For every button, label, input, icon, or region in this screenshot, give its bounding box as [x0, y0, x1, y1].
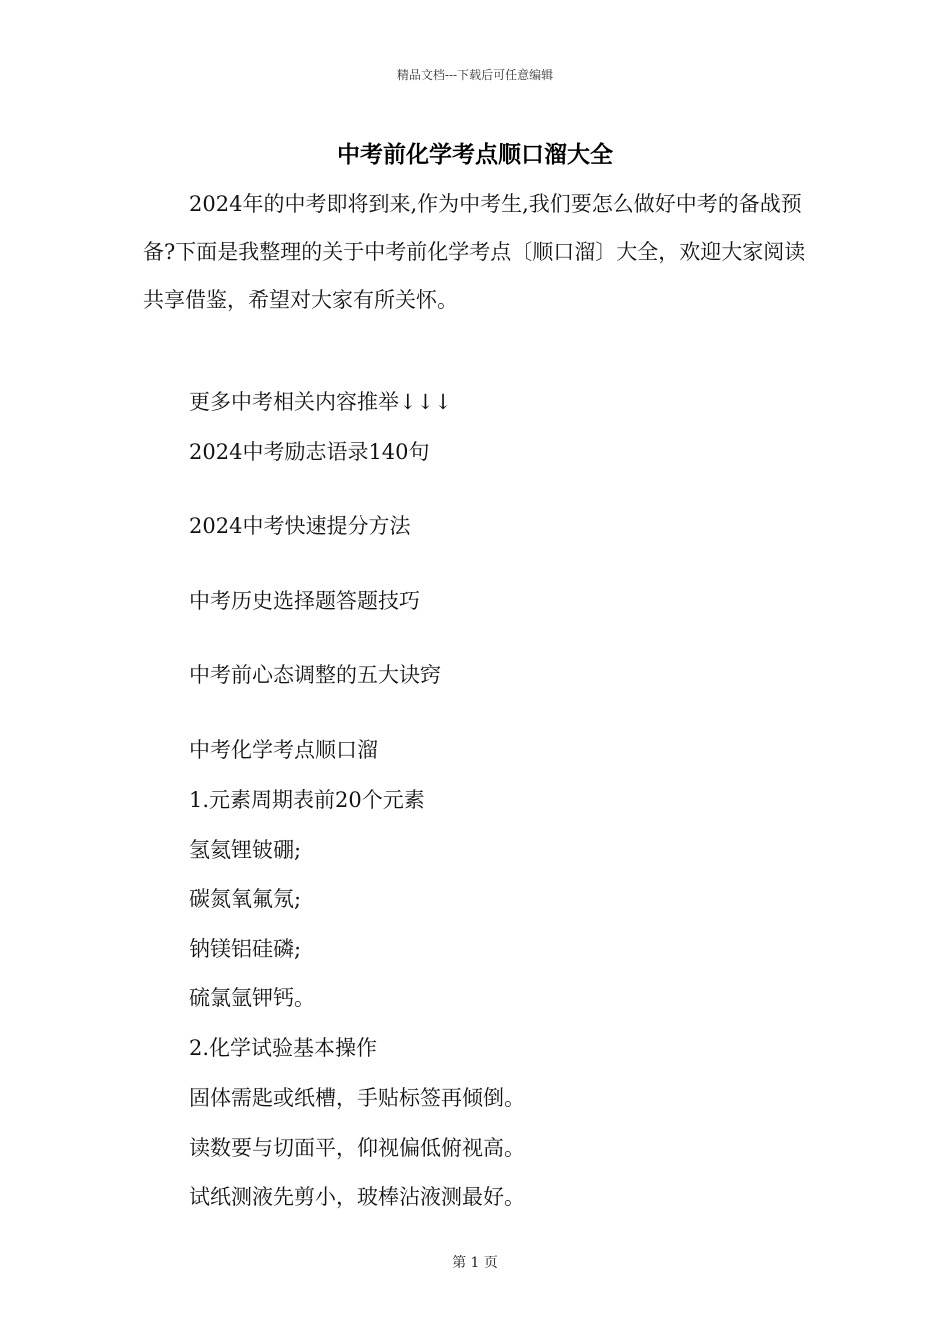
- related-link[interactable]: 2024中考励志语录140句: [189, 440, 430, 464]
- part2-line: 试纸测液先剪小，玻棒沾液测最好。: [189, 1185, 525, 1209]
- part1-line: 碳氮氧氟氖;: [189, 887, 302, 911]
- header-note: 精品文档---下载后可任意编辑: [396, 68, 554, 82]
- related-heading: 更多中考相关内容推举↓↓↓: [189, 390, 452, 414]
- part1-line: 钠镁铝硅磷;: [189, 937, 302, 961]
- intro-paragraph: 2024年的中考即将到来,作为中考生,我们要怎么做好中考的备战预备?下面是我整理的关于中考前化学考点〔顺口溜〕大全，欢迎大家阅读共享借鉴，希望对大家有所关怀。: [143, 192, 806, 312]
- part2-line: 读数要与切面平，仰视偏低俯视高。: [189, 1136, 525, 1160]
- part1-line: 氢氦锂铍硼;: [189, 838, 302, 862]
- page-number: 第 1 页: [452, 1255, 498, 1271]
- part2-heading: 2.化学试验基本操作: [189, 1036, 378, 1060]
- related-link[interactable]: 中考前心态调整的五大诀窍: [189, 663, 441, 687]
- section-title: 中考化学考点顺口溜: [189, 738, 378, 762]
- page-title: 中考前化学考点顺口溜大全: [337, 141, 613, 168]
- part1-heading: 1.元素周期表前20个元素: [189, 788, 425, 812]
- related-link[interactable]: 中考历史选择题答题技巧: [189, 589, 420, 613]
- related-link[interactable]: 2024中考快速提分方法: [189, 514, 411, 538]
- part2-line: 固体需匙或纸槽，手贴标签再倾倒。: [189, 1086, 525, 1110]
- part1-line: 硫氯氩钾钙。: [189, 986, 315, 1010]
